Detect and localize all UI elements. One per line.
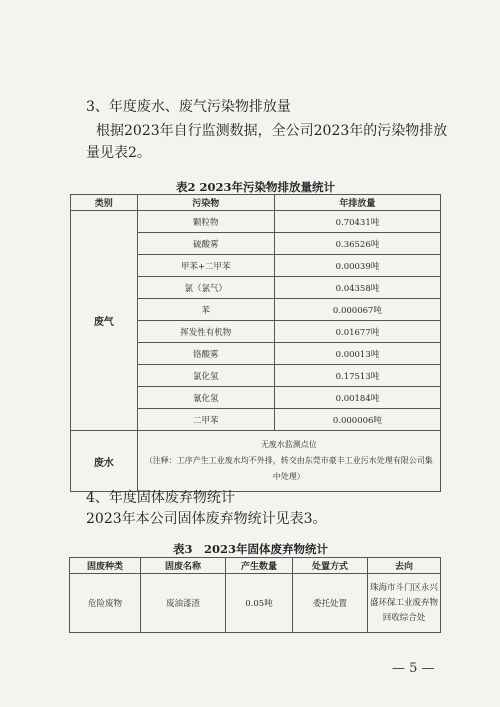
header-pollutant: 污染物 bbox=[137, 195, 274, 211]
disposal-method: 委托处置 bbox=[293, 574, 368, 633]
wastewater-status: 无废水监测点位 bbox=[260, 440, 317, 449]
waste-name: 废油漆渣 bbox=[141, 574, 226, 633]
emission-amount: 0.36526吨 bbox=[274, 233, 440, 255]
table-2-caption: 表2 2023年污染物排放量统计 bbox=[176, 180, 336, 194]
emission-amount: 0.00039吨 bbox=[274, 255, 440, 277]
pollutant-name: 铬酸雾 bbox=[137, 343, 274, 365]
pollutant-name: 硫酸雾 bbox=[137, 233, 274, 255]
pollutant-name: 甲苯+二甲苯 bbox=[137, 255, 274, 277]
section-3-heading: 3、年度废水、废气污染物排放量 bbox=[86, 99, 291, 115]
section-3-paragraph: 根据2023年自行监测数据，全公司2023年的污染物排放量见表2。 bbox=[86, 123, 448, 161]
pollutant-name: 氯化氢 bbox=[137, 365, 274, 387]
section-4-paragraph: 2023年本公司固体废弃物统计见表3。 bbox=[86, 511, 327, 527]
table-row bbox=[71, 431, 441, 492]
section-4-heading: 4、年度固体废弃物统计 bbox=[86, 490, 235, 506]
header-destination: 去向 bbox=[368, 558, 441, 574]
table-3-caption: 表3 2023年固体废弃物统计 bbox=[173, 542, 329, 556]
header-disposal-method: 处置方式 bbox=[293, 558, 368, 574]
pollutant-name: 苯 bbox=[137, 299, 274, 321]
waste-quantity: 0.05吨 bbox=[226, 574, 293, 633]
header-waste-name: 固废名称 bbox=[141, 558, 226, 574]
waste-destination: 珠海市斗门区永兴盛环保工业废弃物回收综合处 bbox=[368, 574, 441, 633]
page-number: — 5 — bbox=[392, 661, 435, 676]
pollutant-name: 氯（氯气） bbox=[137, 277, 274, 299]
category-wastewater: 废水 bbox=[71, 431, 138, 492]
header-annual-emission: 年排放量 bbox=[274, 195, 440, 211]
header-quantity: 产生数量 bbox=[226, 558, 293, 574]
emission-amount: 0.01677吨 bbox=[274, 321, 440, 343]
emission-amount: 0.000006吨 bbox=[274, 409, 440, 431]
table-row bbox=[71, 211, 441, 233]
emission-amount: 0.70431吨 bbox=[274, 211, 440, 233]
pollutant-name: 颗粒物 bbox=[137, 211, 274, 233]
header-category: 类别 bbox=[71, 195, 138, 211]
emission-amount: 0.00184吨 bbox=[274, 387, 440, 409]
category-exhaust-gas: 废气 bbox=[71, 211, 138, 431]
emissions-table bbox=[70, 194, 441, 492]
table-row bbox=[70, 574, 441, 633]
table-header-row bbox=[70, 558, 441, 574]
pollutant-name: 挥发性有机物 bbox=[137, 321, 274, 343]
wastewater-annotation: （注释：工序产生工业废水均不外排，转交由东莞市豪丰工业污水处理有限公司集中处理） bbox=[144, 456, 433, 481]
pollutant-name: 二甲苯 bbox=[137, 409, 274, 431]
emission-amount: 0.00013吨 bbox=[274, 343, 440, 365]
emission-amount: 0.17513吨 bbox=[274, 365, 440, 387]
emission-amount: 0.000067吨 bbox=[274, 299, 440, 321]
wastewater-note-cell bbox=[137, 431, 440, 492]
pollutant-name: 氰化氢 bbox=[137, 387, 274, 409]
table-header-row bbox=[71, 195, 441, 211]
solid-waste-table bbox=[69, 557, 441, 633]
emission-amount: 0.04358吨 bbox=[274, 277, 440, 299]
header-waste-type: 固废种类 bbox=[70, 558, 141, 574]
waste-type: 危险废物 bbox=[70, 574, 141, 633]
